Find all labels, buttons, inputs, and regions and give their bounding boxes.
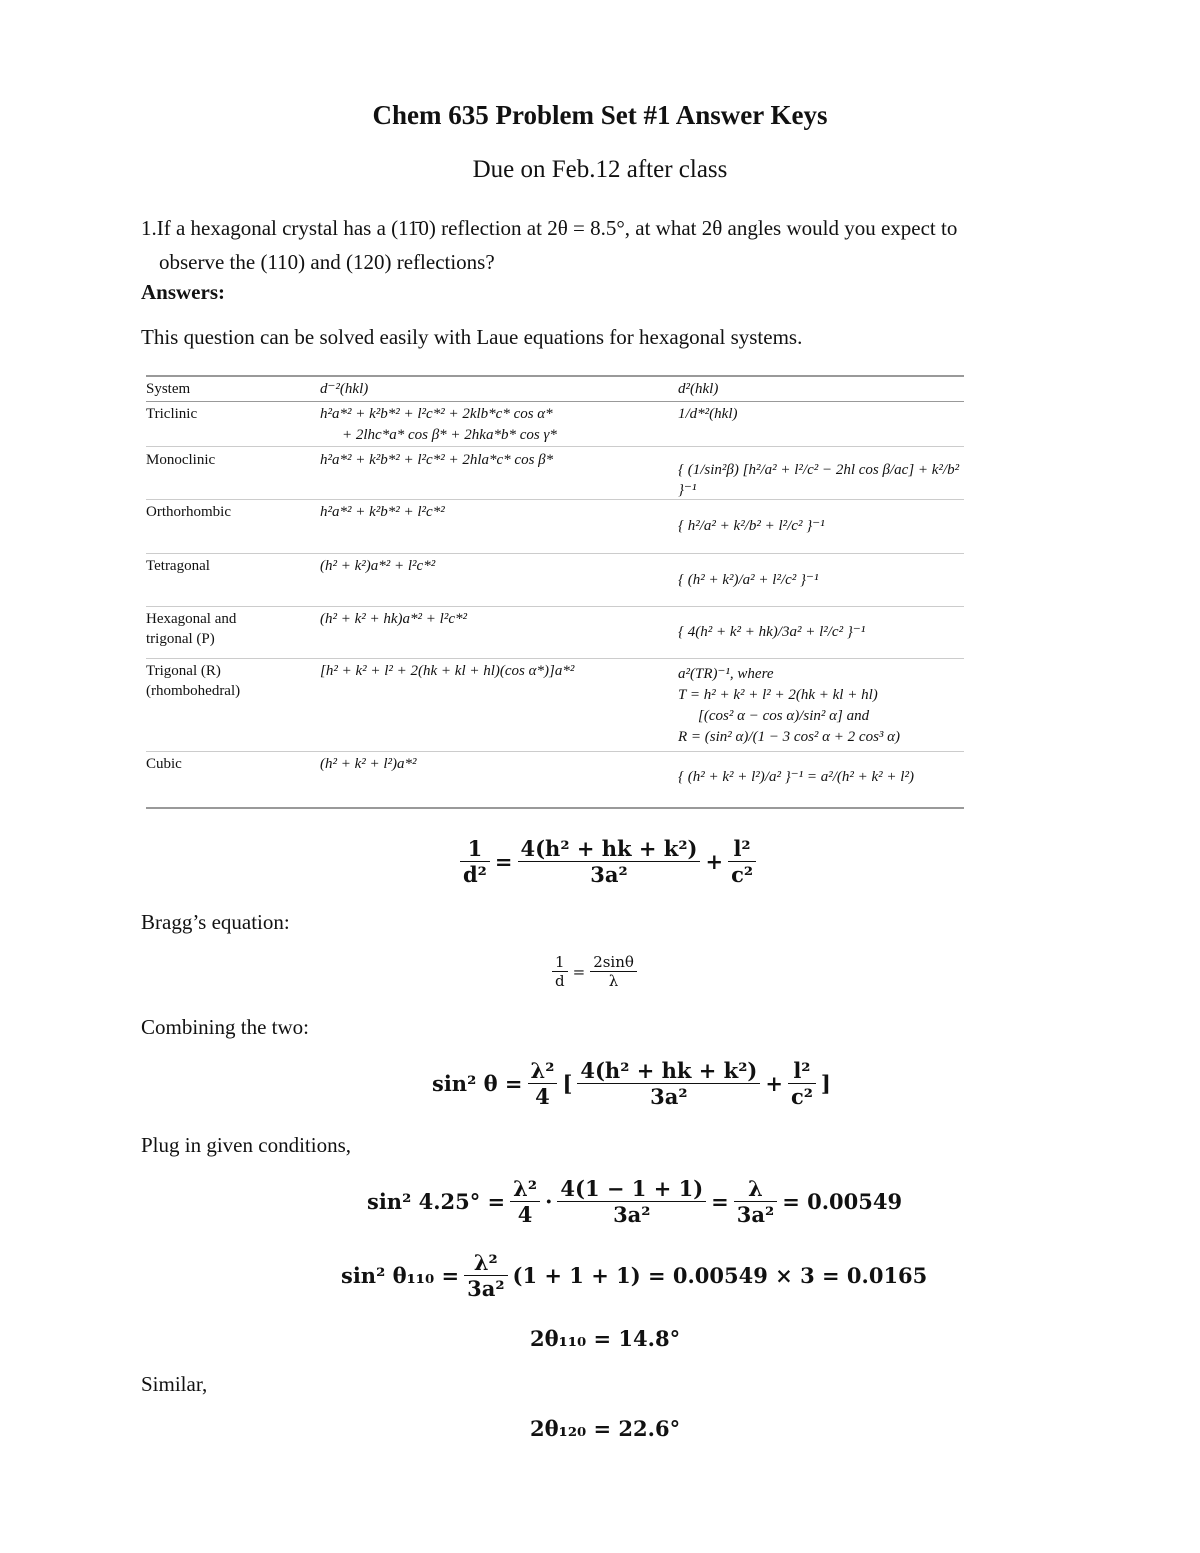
table-row-d2: { 4(h² + k² + hk)/3a² + l²/c² }⁻¹ xyxy=(678,624,866,640)
intro-text: This question can be solved easily with Laue equations for hexagonal systems. xyxy=(141,325,803,349)
table-row-inverse: h²a*² + k²b*² + l²c*² + 2klb*c* cos α* xyxy=(320,406,553,422)
table-row-d2-line3: [(cos² α − cos α)/sin² α] and xyxy=(698,708,870,724)
fraction: $\frac{\text{l²}}{\text{c²}}$ xyxy=(788,1058,816,1109)
table-row-d2: { (h² + k² + l²)/a² }⁻¹ = a²/(h² + k² + l²) xyxy=(678,769,914,785)
fraction: $\frac{2\sin\theta}{\lambda}$ xyxy=(590,953,637,990)
table-row-inverse: (h² + k² + hk)a*² + l²c*² xyxy=(320,611,467,627)
table-rule-bottom xyxy=(146,807,964,809)
page-subtitle: Due on Feb.12 after class xyxy=(472,156,728,183)
fraction: $\frac{4(1 - 1 + 1)}{\text{3a²}}$ xyxy=(557,1176,706,1227)
table-row-inverse-cont: + 2lhc*a* cos β* + 2hka*b* cos γ* xyxy=(342,427,557,443)
fraction: $\frac{1}{d}$ xyxy=(552,953,568,990)
plug-equation: sin² 4.25° = $\frac{\text{λ²}}{4}$ · $\frac{4(1 - 1 + 1)}{\text{3a²}}$ = $\frac{\lambda}{\text{3a²}}$ = 0.00549 xyxy=(367,1176,903,1227)
table-row-d2-line4: R = (sin² α)/(1 − 3 cos² α + 2 cos³ α) xyxy=(678,729,901,745)
table-row-system-cont: (rhombohedral) xyxy=(146,683,241,699)
table-row-inverse: (h² + k²)a*² + l²c*² xyxy=(320,558,436,574)
combining-label: Combining the two: xyxy=(141,1015,309,1039)
table-row-system: Orthorhombic xyxy=(146,504,231,520)
table-row-system-cont: trigonal (P) xyxy=(146,631,215,647)
fraction: $\frac{\text{4(h² + hk + k²)}}{\text{3a²}}$ xyxy=(518,836,701,887)
table-row-d2: { (1/sin²β) [h²/a² + l²/c² − 2hl cos β/ac] + k²/b² }⁻¹ xyxy=(678,462,960,498)
fraction: $\frac{\text{l²}}{\text{c²}}$ xyxy=(728,836,756,887)
table-rule xyxy=(146,658,964,659)
fraction: $\frac{\text{4(h² + hk + k²)}}{\text{3a²}}$ xyxy=(577,1058,760,1109)
table-row-d2-line2: T = h² + k² + l² + 2(hk + kl + hl) xyxy=(678,687,878,703)
table-row-system: Tetragonal xyxy=(146,558,210,574)
fraction: $\frac{1}{\text{d²}}$ xyxy=(460,836,490,887)
two-theta-110: 2θ₁₁₀ = 14.8° xyxy=(530,1326,681,1351)
fraction: $\frac{\text{λ²}}{4}$ xyxy=(510,1176,540,1227)
table-rule xyxy=(146,553,964,554)
table-header-system: System xyxy=(146,381,191,397)
question-1 xyxy=(141,211,1081,279)
table-row-system: Cubic xyxy=(146,756,182,772)
table-row-d2: { (h² + k²)/a² + l²/c² }⁻¹ xyxy=(678,572,819,588)
answers-label: Answers: xyxy=(141,280,225,304)
fraction: $\frac{\lambda}{\text{3a²}}$ xyxy=(734,1176,777,1227)
similar-label: Similar, xyxy=(141,1372,208,1396)
table-row-system: Triclinic xyxy=(146,406,198,422)
question-line-2: observe the (110) and (120) reflections? xyxy=(159,250,495,274)
table-row-d2: a²(TR)⁻¹, where xyxy=(678,666,774,682)
table-row-system: Trigonal (R) xyxy=(146,663,221,679)
two-theta-120: 2θ₁₂₀ = 22.6° xyxy=(530,1416,681,1441)
table-rule xyxy=(146,606,964,607)
fraction: $\frac{\text{λ²}}{4}$ xyxy=(528,1058,558,1109)
plug-label: Plug in given conditions, xyxy=(141,1133,351,1157)
page-title: Chem 635 Problem Set #1 Answer Keys xyxy=(372,100,828,130)
table-rule-header xyxy=(146,401,964,402)
table-row-d2: 1/d*²(hkl) xyxy=(678,406,738,422)
table-header-inverse: d⁻²(hkl) xyxy=(320,381,369,397)
table-row-inverse: [h² + k² + l² + 2(hk + kl + hl)(cos α*)]a*² xyxy=(320,663,575,679)
table-rule xyxy=(146,499,964,500)
table-rule xyxy=(146,751,964,752)
table-rule-top xyxy=(146,375,964,377)
laue-equation: $\frac{1}{\text{d²}}$ = $\frac{\text{4(h² + hk + k²)}}{\text{3a²}}$ + $\frac{\text{l²}}{\text{c²}}$ xyxy=(460,836,756,887)
table-row-inverse: h²a*² + k²b*² + l²c*² xyxy=(320,504,445,520)
table-row-system: Hexagonal and xyxy=(146,611,237,627)
table-row-system: Monoclinic xyxy=(146,452,216,468)
table-rule xyxy=(146,446,964,447)
braggs-label: Bragg’s equation: xyxy=(141,910,290,934)
table-row-inverse: (h² + k² + l²)a*² xyxy=(320,756,417,772)
crystal-system-table xyxy=(146,375,964,809)
combined-equation: sin² θ = $\frac{\text{λ²}}{4}$ [ $\frac{\text{4(h² + hk + k²)}}{\text{3a²}}$ + $\frac{\text{l²}}{\text{c²}}$ ] xyxy=(432,1058,831,1109)
sin110-equation: sin² θ₁₁₀ = $\frac{\text{λ²}}{\text{3a²}}$ (1 + 1 + 1) = 0.00549 × 3 = 0.0165 xyxy=(341,1250,928,1301)
bragg-equation: $\frac{1}{d}$ = $\frac{2\sin\theta}{\lambda}$ xyxy=(552,953,637,990)
question-line-1: 1.If a hexagonal crystal has a (11̄0) reflection at 2θ = 8.5°, at what 2θ angles would you expect to xyxy=(141,216,958,240)
table-row-inverse: h²a*² + k²b*² + l²c*² + 2hla*c* cos β* xyxy=(320,452,554,468)
table-header-d2: d²(hkl) xyxy=(678,381,719,397)
fraction: $\frac{\text{λ²}}{\text{3a²}}$ xyxy=(464,1250,507,1301)
table-row-d2: { h²/a² + k²/b² + l²/c² }⁻¹ xyxy=(678,518,825,534)
